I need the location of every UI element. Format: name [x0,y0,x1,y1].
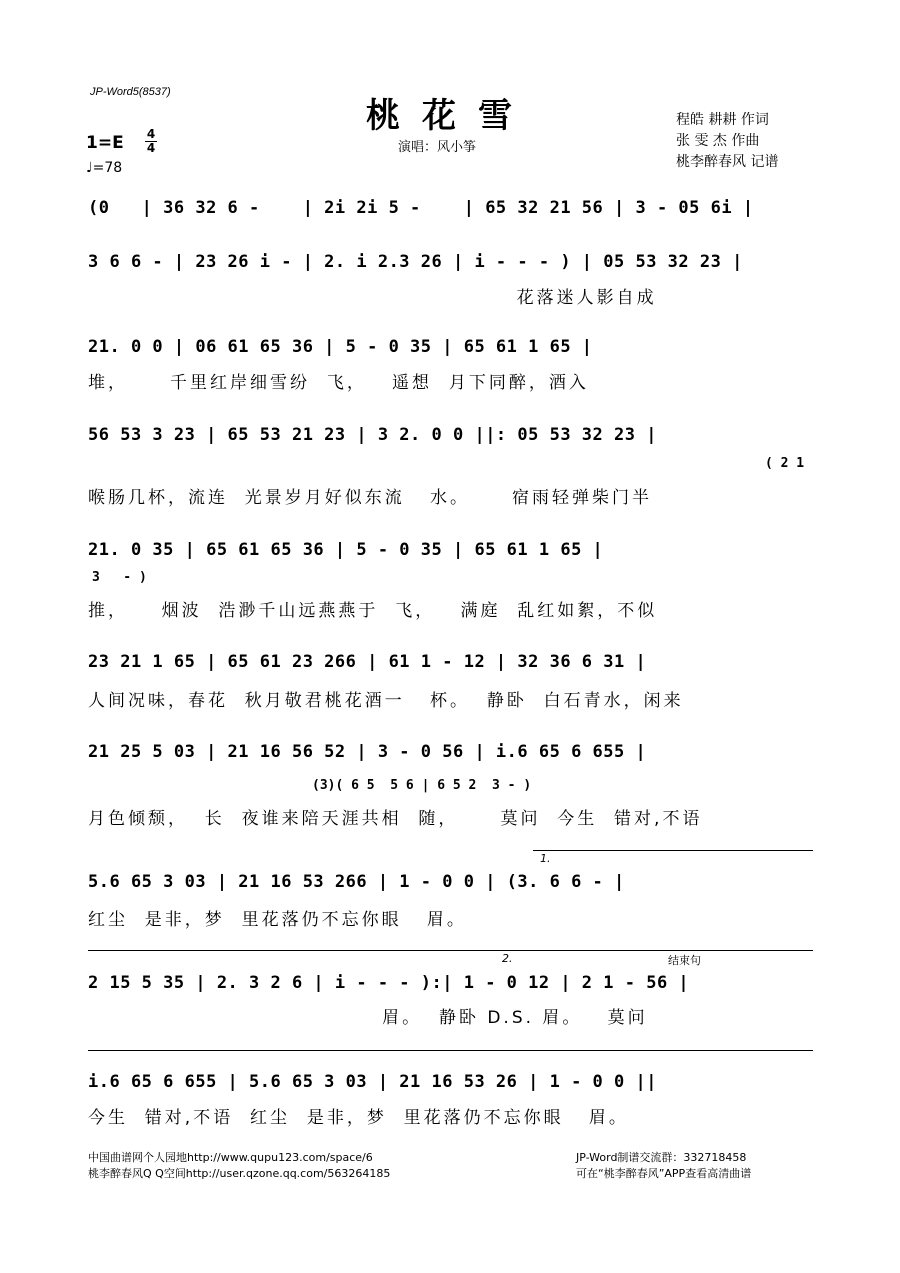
time-signature-bottom: 4 [146,141,156,155]
lyricist-credit: 程皓 耕耕 作词 [676,112,769,128]
credits-block [676,110,778,173]
singer-credit: 演唱：风小筝 [398,140,477,155]
system-10-lyrics: 今生 错对,不语 红尘 是非，梦 里花落仍不忘你眼 眉。 [88,1108,629,1128]
footer-left-line2: 桃李醉春风Q Q空间http://user.qzone.qq.com/563264185 [88,1167,391,1180]
system-10-bracket [88,1050,813,1051]
transcriber-credit: 桃李醉春风 记谱 [676,154,779,170]
tempo-marking: ♩=78 [86,160,123,176]
time-signature [145,128,157,155]
footer-left [88,1150,390,1182]
system-10-notes: i.6 65 6 655 | 5.6 65 3 03 | 21 16 53 26 | 1 - 0 0 || [88,1072,657,1092]
system-4-notes: 56 53 3 23 | 65 53 21 23 | 3 2. 0 0 ||: 05 53 32 23 | [88,425,657,445]
ending-label: 结束句 [668,954,701,967]
composer-credit: 张 雯 杰 作曲 [676,133,760,149]
system-2-lyrics: 花落迷人影自成 [88,288,657,308]
footer-right [576,1150,751,1182]
system-3-notes: 21. 0 0 | 06 61 65 36 | 5 - 0 35 | 65 61 1 65 | [88,337,593,357]
song-title: 桃花雪 [366,96,534,136]
system-9-lyrics: 眉。 静卧 D.S. 眉。 莫问 [88,1008,648,1028]
key-signature: 1=E [86,133,124,153]
footer-right-line2: 可在“桃李醉春风”APP查看高清曲谱 [576,1167,752,1180]
system-6-lyrics: 人间况味，春花 秋月敬君桃花酒一 杯。 静卧 白石青水，闲来 [88,691,684,711]
system-2-notes: 3 6 6 - | 23 26 i - | 2. i 2.3 26 | i - - - ) | 05 53 32 23 | [88,252,743,272]
volta-1-bracket [533,850,813,851]
system-8-notes: 5.6 65 3 03 | 21 16 53 266 | 1 - 0 0 | (3. 6 6 - | [88,872,625,892]
system-4-lyrics: 喉肠几杯，流连 光景岁月好似东流 水。 宿雨轻弹柴门半 [88,488,653,508]
bracket-phrase-notes: (3)( 6 5 5 6 | 6 5 2 3 - ) [312,778,532,793]
repeat-alt-notes: ( 2 1 [765,456,805,471]
system-3-lyrics: 堆， 千里红岸细雪纷 飞， 遥想 月下同醉，酒入 [88,373,589,393]
system-1-notes: (0 | 36 32 6 - | 2i 2i 5 - | 65 32 21 56 | 3 - 05 6i | [88,198,754,218]
volta-1-label: 1. [540,852,551,865]
system-8-lyrics: 红尘 是非，梦 里花落仍不忘你眼 眉。 [88,910,467,930]
time-signature-top: 4 [146,127,156,141]
system-5-notes: 21. 0 35 | 65 61 65 36 | 5 - 0 35 | 65 61 1 65 | [88,540,604,560]
footer-right-line1: JP-Word制谱交流群：332718458 [576,1151,747,1164]
alt-3-notes: 3 - ) [92,570,147,585]
system-9-notes: 2 15 5 35 | 2. 3 2 6 | i - - - ):| 1 - 0 12 | 2 1 - 56 | [88,973,690,993]
software-tag: JP-Word5(8537) [90,86,171,98]
system-7-notes: 21 25 5 03 | 21 16 56 52 | 3 - 0 56 | i.6 65 6 655 | [88,742,647,762]
system-7-lyrics: 月色倾颓， 长 夜谁来陪天涯共相 随， 莫问 今生 错对,不语 [88,809,703,829]
volta-2-label: 2. [502,952,513,965]
system-6-notes: 23 21 1 65 | 65 61 23 266 | 61 1 - 12 | 32 36 6 31 | [88,652,647,672]
footer-left-line1: 中国曲谱网个人园地http://www.qupu123.com/space/6 [88,1151,373,1164]
volta-2-bracket [88,950,813,951]
system-5-lyrics: 推， 烟波 浩渺千山远燕燕于 飞， 满庭 乱红如絮，不似 [88,601,658,621]
